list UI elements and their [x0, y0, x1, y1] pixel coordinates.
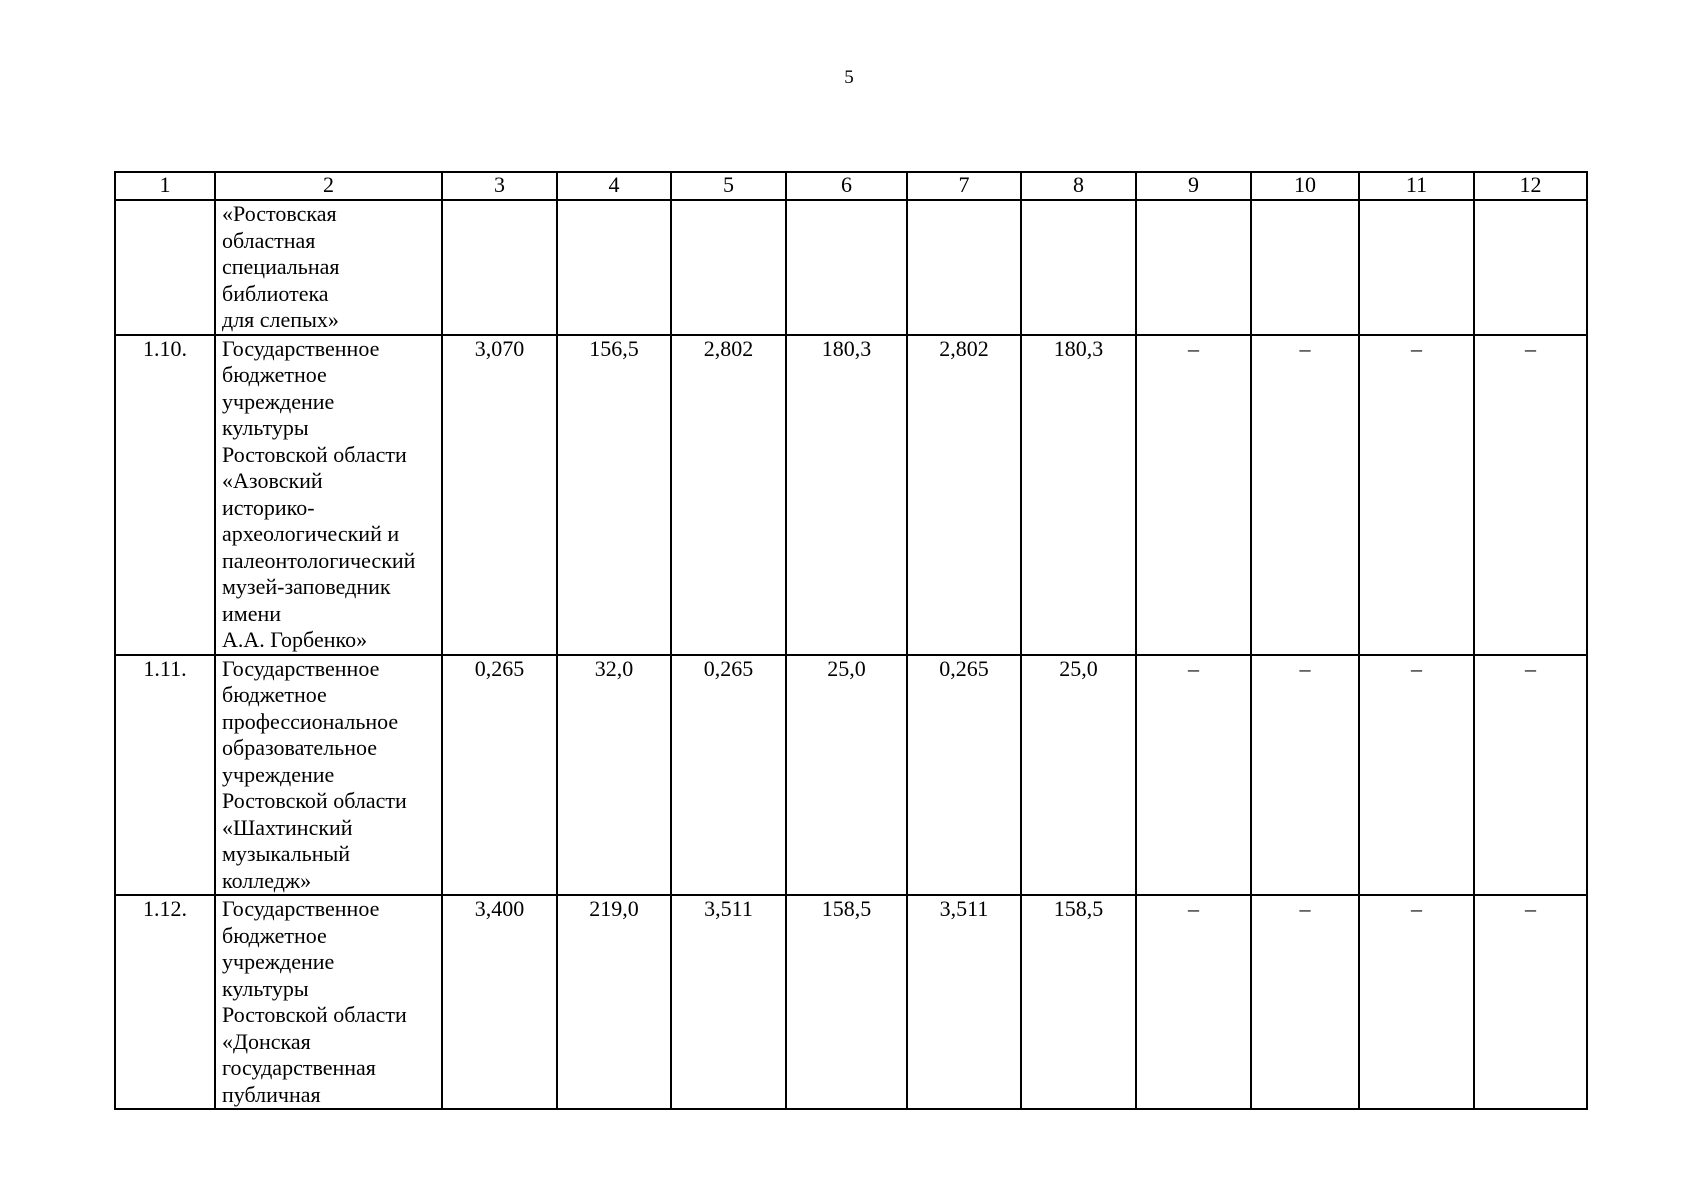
value-cell: – [1251, 655, 1359, 896]
value-cell: – [1136, 655, 1251, 896]
value-cell: 180,3 [1021, 335, 1136, 655]
column-number-row [115, 172, 1587, 200]
value-cell [442, 200, 557, 335]
value-cell [671, 200, 786, 335]
row-number-cell: 1.12. [115, 895, 215, 1109]
value-cell: 2,802 [907, 335, 1021, 655]
value-cell: 158,5 [1021, 895, 1136, 1109]
value-cell [907, 200, 1021, 335]
value-cell: 3,070 [442, 335, 557, 655]
data-table [114, 171, 1588, 1110]
institution-name-cell: Государственное бюджетное учреждение культуры Ростовской области «Донская государственная публичная [215, 895, 442, 1109]
value-cell [1474, 200, 1587, 335]
column-number-cell: 10 [1251, 172, 1359, 200]
value-cell [1021, 200, 1136, 335]
row-number-cell: 1.11. [115, 655, 215, 896]
institution-name-cell: Государственное бюджетное профессиональное образовательное учреждение Ростовской области «Шахтинский музыкальный колледж» [215, 655, 442, 896]
value-cell: 32,0 [557, 655, 671, 896]
row-number-cell [115, 200, 215, 335]
value-cell: – [1474, 335, 1587, 655]
column-number-cell: 4 [557, 172, 671, 200]
value-cell: 25,0 [1021, 655, 1136, 896]
value-cell: 0,265 [907, 655, 1021, 896]
value-cell: 3,511 [671, 895, 786, 1109]
value-cell: 3,511 [907, 895, 1021, 1109]
column-number-cell: 8 [1021, 172, 1136, 200]
value-cell: 25,0 [786, 655, 907, 896]
value-cell: – [1359, 895, 1474, 1109]
column-number-cell: 5 [671, 172, 786, 200]
table-row [115, 655, 1587, 896]
value-cell: 0,265 [442, 655, 557, 896]
column-number-cell: 2 [215, 172, 442, 200]
column-number-cell: 11 [1359, 172, 1474, 200]
value-cell [1251, 200, 1359, 335]
value-cell: 0,265 [671, 655, 786, 896]
column-number-cell: 6 [786, 172, 907, 200]
value-cell: – [1136, 895, 1251, 1109]
column-number-cell: 7 [907, 172, 1021, 200]
value-cell: 180,3 [786, 335, 907, 655]
table-row [115, 335, 1587, 655]
value-cell: – [1359, 335, 1474, 655]
column-number-cell: 3 [442, 172, 557, 200]
value-cell: 3,400 [442, 895, 557, 1109]
value-cell: – [1251, 335, 1359, 655]
table-row [115, 895, 1587, 1109]
page-number: 5 [844, 67, 854, 88]
value-cell: 156,5 [557, 335, 671, 655]
column-number-cell: 12 [1474, 172, 1587, 200]
value-cell: 219,0 [557, 895, 671, 1109]
value-cell: – [1474, 895, 1587, 1109]
institution-name-cell: Государственное бюджетное учреждение культуры Ростовской области «Азовский историко- археологический и палеонтологический музей-заповедник имени А.А. Горбенко» [215, 335, 442, 655]
value-cell: – [1251, 895, 1359, 1109]
value-cell: – [1359, 655, 1474, 896]
column-number-cell: 1 [115, 172, 215, 200]
value-cell [786, 200, 907, 335]
value-cell: 158,5 [786, 895, 907, 1109]
value-cell [1359, 200, 1474, 335]
value-cell [557, 200, 671, 335]
value-cell: – [1136, 335, 1251, 655]
value-cell [1136, 200, 1251, 335]
value-cell: 2,802 [671, 335, 786, 655]
column-number-cell: 9 [1136, 172, 1251, 200]
row-number-cell: 1.10. [115, 335, 215, 655]
institution-name-cell: «Ростовская областная специальная библиотека для слепых» [215, 200, 442, 335]
value-cell: – [1474, 655, 1587, 896]
table-row [115, 200, 1587, 335]
